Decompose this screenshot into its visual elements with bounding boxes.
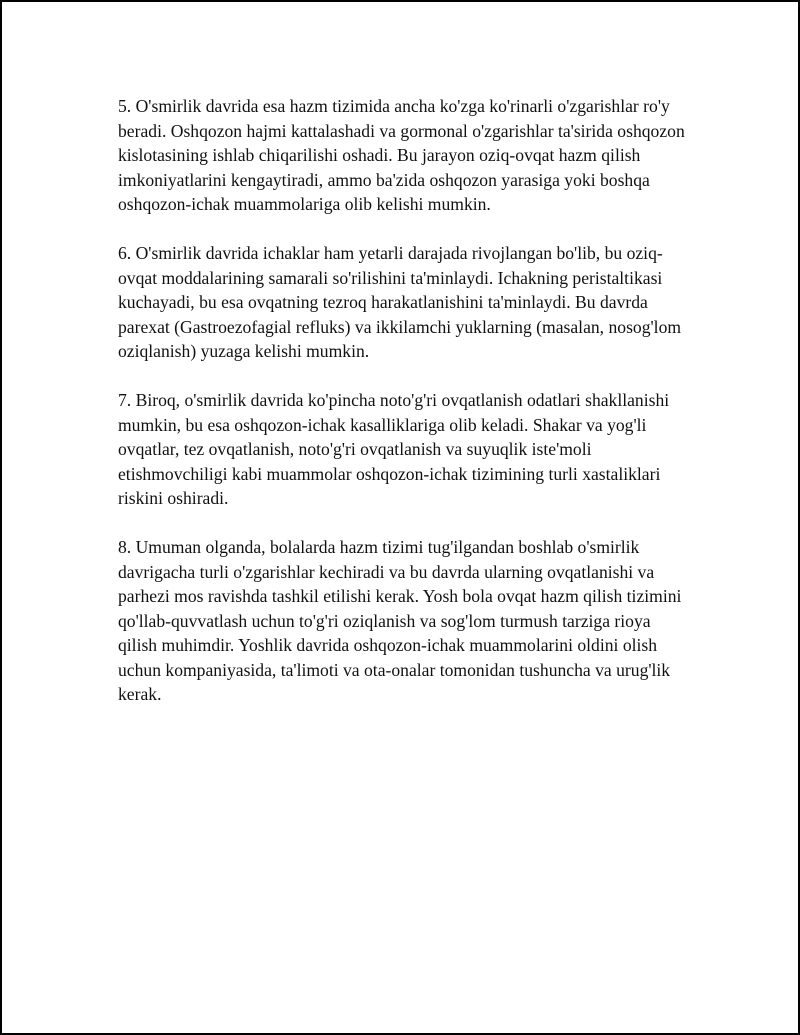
paragraph-7: 7. Biroq, o'smirlik davrida ko'pincha noto'g'ri ovqatlanish odatlari shakllanishi mumkin, bu esa oshqozon-ichak kasalliklariga olib keladi. Shakar va yog'li ovqatlar, tez ovqatlanish, noto'g'ri ovqatlanish va suyuqlik iste'moli etishmovchiligi kabi muammolar oshqozon-ichak tizimining turli xastaliklari riskini oshiradi. [118,390,670,508]
page-content [118,94,693,731]
paragraph-8: 8. Umuman olganda, bolalarda hazm tizimi tug'ilgandan boshlab o'smirlik davrigacha turli o'zgarishlar kechiradi va bu davrda ularning ovqatlanishi va parhezi mos ravishda tashkil etilishi kerak. Yosh bola ovqat hazm qilish tizimini qo'llab-quvvatlash uchun to'g'ri oziqlanish va sog'lom turmush tarziga rioya qilish muhimdir. Yoshlik davrida oshqozon-ichak muammolarini oldini olish uchun kompaniyasida, ta'limoti va ota-onalar tomonidan tushuncha va urug'lik kerak. [118,537,682,704]
paragraph-5: 5. O'smirlik davrida esa hazm tizimida ancha ko'zga ko'rinarli o'zgarishlar ro'y beradi. Oshqozon hajmi kattalashadi va gormonal o'zgarishlar ta'sirida oshqozon kislotasining ishlab chiqarilishi oshadi. Bu jarayon oziq-ovqat hazm qilish imkoniyatlarini kengaytiradi, ammo ba'zida oshqozon yarasiga yoki boshqa oshqozon-ichak muammolariga olib kelishi mumkin. [118,96,685,214]
paragraph-6: 6. O'smirlik davrida ichaklar ham yetarli darajada rivojlangan bo'lib, bu oziq-ovqat moddalarining samarali so'rilishini ta'minlaydi. Ichakning peristaltikasi kuchayadi, bu esa ovqatning tezroq harakatlanishini ta'minlaydi. Bu davrda parexat (Gastroezofagial refluks) va ikkilamchi yuklarning (masalan, nosog'lom oziqlanish) yuzaga kelishi mumkin. [118,243,682,361]
